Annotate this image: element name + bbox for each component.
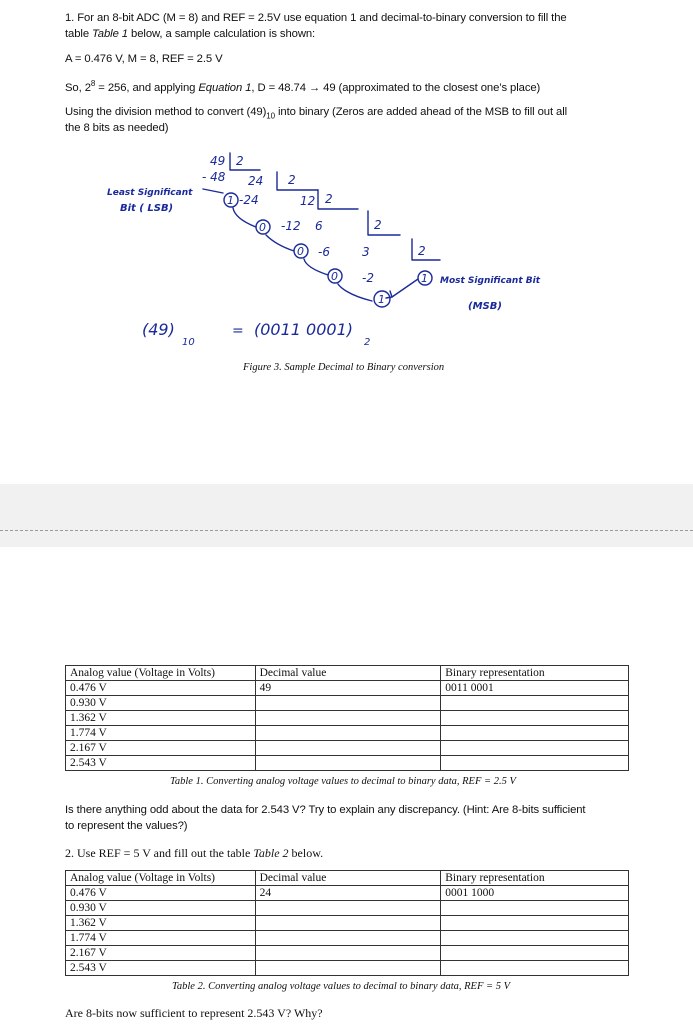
equation-1-ref: Equation 1 — [198, 81, 252, 94]
table-row — [66, 916, 629, 931]
step-4-dividend: 6 — [315, 219, 323, 233]
lsb-label-2: Bit ( LSB) — [120, 203, 174, 214]
table-row — [66, 726, 629, 741]
step-2-sub: -24 — [239, 193, 259, 207]
part-2 — [65, 845, 640, 861]
step-3-bracket — [318, 190, 358, 209]
question-1-line-2: to represent the values?) — [65, 820, 188, 832]
step-2-dividend: 24 — [248, 174, 264, 188]
table-1-caption: Table 1. Converting analog voltage values to decimal to binary data, REF = 2.5 V — [170, 776, 516, 787]
analog-cell: 2.543 V — [66, 756, 256, 771]
step-1-divisor: 2 — [236, 154, 244, 168]
decimal-cell[interactable] — [255, 901, 441, 916]
table-row — [66, 931, 629, 946]
remainder-4: 0 — [331, 270, 338, 283]
step-4-bracket — [368, 211, 400, 235]
intro-so — [65, 76, 640, 96]
decimal-cell[interactable]: 24 — [255, 886, 441, 901]
table-2-ref: Table 2 — [253, 846, 289, 860]
lsb-arrow — [203, 189, 223, 193]
analog-cell: 1.774 V — [66, 726, 256, 741]
division-pre: Using the division method to convert (49) — [65, 106, 267, 118]
step-3-dividend: 12 — [300, 194, 316, 208]
table-2-header-binary: Binary representation — [441, 871, 629, 886]
table-1-header-row — [66, 666, 629, 681]
table-row — [66, 711, 629, 726]
remainder-6: 1 — [421, 272, 428, 285]
decimal-cell[interactable] — [255, 696, 441, 711]
binary-cell[interactable]: 0001 1000 — [441, 886, 629, 901]
binary-cell[interactable] — [441, 756, 629, 771]
binary-cell[interactable] — [441, 711, 629, 726]
binary-cell[interactable]: 0011 0001 — [441, 681, 629, 696]
step-1-dividend: 49 — [210, 154, 226, 168]
binary-cell[interactable] — [441, 916, 629, 931]
analog-cell: 0.930 V — [66, 696, 256, 711]
arrow-4 — [304, 259, 328, 275]
arrow-3 — [266, 235, 294, 251]
decimal-cell[interactable]: 49 — [255, 681, 441, 696]
step-4-divisor: 2 — [374, 218, 382, 232]
table-2-header-decimal: Decimal value — [255, 871, 441, 886]
analog-cell: 2.543 V — [66, 961, 256, 976]
step-1-bracket — [230, 153, 260, 170]
question-1-line-1: Is there anything odd about the data for 2.543 V? Try to explain any discrepancy. (Hint: Are 8-bits sufficient — [65, 804, 586, 816]
division-sub: 10 — [266, 111, 275, 121]
decimal-cell[interactable] — [255, 711, 441, 726]
decimal-cell[interactable] — [255, 756, 441, 771]
question-2: Are 8-bits now sufficient to represent 2.543 V? Why? — [65, 1006, 323, 1020]
step-5-sub: -2 — [362, 271, 374, 285]
analog-cell: 1.774 V — [66, 931, 256, 946]
table-row — [66, 961, 629, 976]
table-1-ref: Table 1 — [92, 28, 128, 40]
part-2-pre: 2. Use REF = 5 V and fill out the table — [65, 846, 254, 860]
table-2 — [65, 870, 629, 976]
analog-cell: 1.362 V — [66, 916, 256, 931]
arrow-2 — [233, 208, 256, 227]
table-1-header-binary: Binary representation — [441, 666, 629, 681]
remainder-3: 0 — [297, 245, 304, 258]
page-gap — [0, 484, 693, 547]
remainder-1: 1 — [227, 194, 234, 207]
so-mid: = 256, and applying — [95, 81, 199, 94]
decimal-cell[interactable] — [255, 946, 441, 961]
table-row — [66, 681, 629, 696]
table-2-header-row — [66, 871, 629, 886]
table-row — [66, 741, 629, 756]
decimal-cell[interactable] — [255, 916, 441, 931]
msb-label-2: (MSB) — [468, 301, 502, 312]
step-3-sub: -12 — [281, 219, 301, 233]
step-5-dividend: 3 — [362, 245, 370, 259]
decimal-cell[interactable] — [255, 931, 441, 946]
binary-cell[interactable] — [441, 901, 629, 916]
table-row — [66, 901, 629, 916]
analog-cell: 2.167 V — [66, 946, 256, 961]
so-pre: So, 2 — [65, 81, 91, 94]
so-post: , D = 48.74 → 49 (approximated to the closest one’s place) — [251, 81, 541, 94]
binary-cell[interactable] — [441, 741, 629, 756]
table-2-header-analog: Analog value (Voltage in Volts) — [66, 871, 256, 886]
table-2-caption: Table 2. Converting analog voltage values to decimal to binary data, REF = 5 V — [172, 981, 510, 992]
table-row — [66, 696, 629, 711]
so-exp: 8 — [90, 79, 96, 88]
analog-cell: 0.930 V — [66, 901, 256, 916]
table-1 — [65, 665, 629, 771]
intro-line-1: 1. For an 8-bit ADC (M = 8) and REF = 2.5V use equation 1 and decimal-to-binary conversion to fill the — [65, 12, 567, 24]
analog-cell: 0.476 V — [66, 886, 256, 901]
msb-label-1: Most Significant Bit — [440, 276, 541, 286]
division-figure — [100, 145, 600, 360]
result-right-sub: 2 — [364, 337, 371, 348]
analog-cell: 1.362 V — [66, 711, 256, 726]
decimal-cell[interactable] — [255, 961, 441, 976]
intro-params: A = 0.476 V, M = 8, REF = 2.5 V — [65, 53, 223, 65]
remainder-5: 1 — [378, 293, 385, 306]
table-row — [66, 946, 629, 961]
table-row — [66, 886, 629, 901]
step-2-divisor: 2 — [288, 173, 296, 187]
lsb-label-1: Least Significant — [107, 188, 193, 198]
step-2-bracket — [277, 172, 318, 190]
analog-cell: 0.476 V — [66, 681, 256, 696]
figure-caption: Figure 3. Sample Decimal to Binary conversion — [243, 362, 445, 373]
step-1-sub: - 48 — [202, 170, 226, 184]
remainder-2: 0 — [259, 221, 266, 234]
table-row — [66, 756, 629, 771]
intro-line-2 — [65, 26, 640, 42]
table-1-header-analog: Analog value (Voltage in Volts) — [66, 666, 256, 681]
arrow-5 — [338, 284, 372, 301]
decimal-cell[interactable] — [255, 726, 441, 741]
binary-cell[interactable] — [441, 696, 629, 711]
division-post: into binary (Zeros are added ahead of the MSB to fill out all — [274, 106, 568, 118]
binary-cell[interactable] — [441, 961, 629, 976]
intro-line-2-pre: table — [65, 28, 93, 40]
result-eq: = — [232, 323, 244, 339]
step-5-bracket — [412, 239, 440, 260]
binary-cell[interactable] — [441, 946, 629, 961]
intro-division-line-2: the 8 bits as needed) — [65, 122, 169, 134]
step-4-sub: -6 — [318, 245, 330, 259]
arrow-6 — [392, 279, 418, 297]
page-break-line — [0, 530, 693, 531]
binary-cell[interactable] — [441, 931, 629, 946]
decimal-cell[interactable] — [255, 741, 441, 756]
binary-cell[interactable] — [441, 726, 629, 741]
analog-cell: 2.167 V — [66, 741, 256, 756]
table-1-header-decimal: Decimal value — [255, 666, 441, 681]
result-left: (49) — [142, 320, 175, 339]
result-left-sub: 10 — [182, 337, 195, 348]
step-5-divisor: 2 — [418, 244, 426, 258]
part-2-post: below. — [288, 846, 324, 860]
intro-line-2-post: below, a sample calculation is shown: — [128, 28, 316, 40]
step-3-divisor: 2 — [325, 192, 333, 206]
result-right: (0011 0001) — [254, 320, 354, 339]
